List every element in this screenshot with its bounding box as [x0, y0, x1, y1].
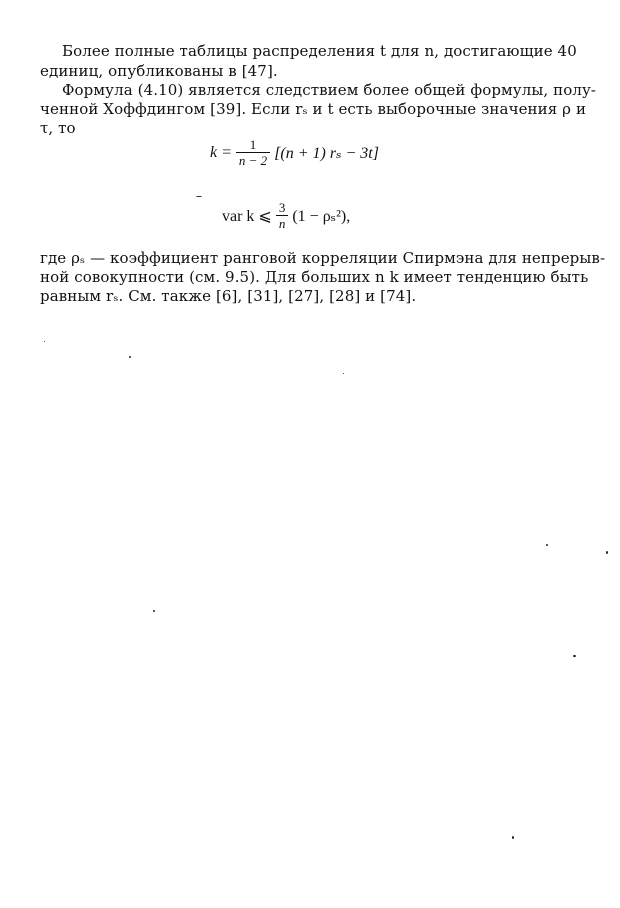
scan-speck [573, 655, 576, 657]
scan-speck [512, 836, 514, 839]
formula-1-rhs: [(n + 1) rₛ − 3t] [274, 145, 379, 162]
formula-var-k [222, 201, 350, 231]
paragraph-2-line-3: τ, то [40, 119, 76, 137]
formula-2-denominator: n [278, 216, 286, 231]
paragraph-3-line-1: где ρₛ — коэффициент ранговой корреляции Спирмэна для непрерыв- [40, 249, 606, 267]
formula-2-numerator: 3 [278, 200, 286, 215]
formula-2-fraction [276, 201, 289, 231]
paragraph-2-line-2: ченной Хоффдингом [39]. Если rₛ и t есть выборочные значения ρ и [40, 100, 587, 118]
paragraph-3-line-3: равным rₛ. См. также [6], [31], [27], [28] и [74]. [40, 287, 417, 305]
paragraph-1-line-2: единиц, опубликованы в [47]. [40, 62, 278, 80]
formula-1-lhs: k = [210, 144, 232, 161]
scan-speck [606, 551, 608, 554]
scan-speck [44, 341, 45, 342]
paragraph-3-line-2: ной совокупности (см. 9.5). Для больших n k имеет тенденцию быть [40, 268, 589, 286]
formula-1-denominator: n − 2 [238, 153, 268, 168]
formula-2-lhs: var k ⩽ [222, 208, 272, 225]
formula-2-rhs: (1 − ρₛ²), [292, 208, 351, 225]
formula-1-fraction [236, 138, 270, 168]
scan-speck [196, 196, 202, 197]
scan-speck [129, 356, 131, 358]
scan-speck [343, 373, 344, 374]
paragraph-2-line-1: Формула (4.10) является следствием более общей формулы, полу- [62, 81, 597, 99]
paragraph-1-line-1: Более полные таблицы распределения t для n, достигающие 40 [62, 42, 577, 60]
formula-1-numerator: 1 [249, 137, 257, 152]
scan-speck [546, 544, 548, 546]
formula-k [210, 138, 379, 168]
scan-speck [153, 610, 155, 612]
